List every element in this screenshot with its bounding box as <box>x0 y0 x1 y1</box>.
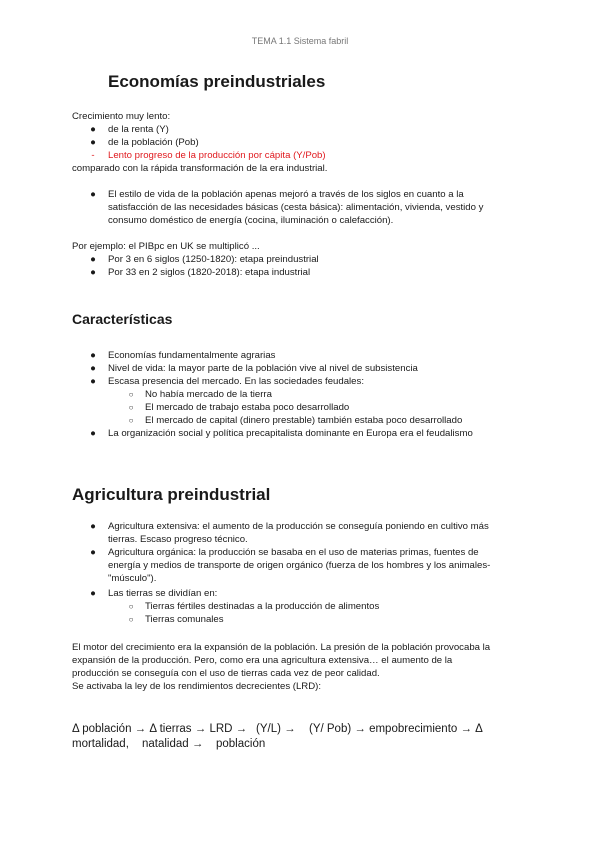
paragraph-line: El motor del crecimiento era la expansión de la población. La presión de la población provocaba la <box>72 642 491 653</box>
circle-bullet-icon: ○ <box>128 602 134 611</box>
intro-after: comparado con la rápida transformación de la era industrial. <box>72 163 328 174</box>
list-item: Por 33 en 2 siglos (1820-2018): etapa industrial <box>108 267 311 278</box>
bullet-icon: ● <box>90 350 96 361</box>
sub-list-item: El mercado de trabajo estaba poco desarrollado <box>145 402 350 413</box>
sub-list-item: Tierras fértiles destinadas a la producción de alimentos <box>145 601 380 612</box>
bullet-icon: ● <box>90 189 96 200</box>
section-heading-characteristics: Características <box>72 311 173 327</box>
equation-part: (Y/L) → <box>256 723 296 735</box>
page-header: TEMA 1.1 Sistema fabril <box>251 36 349 46</box>
list-item: Nivel de vida: la mayor parte de la población vive al nivel de subsistencia <box>108 363 418 374</box>
sub-list-item: Tierras comunales <box>145 614 224 625</box>
section-heading-agriculture: Agricultura preindustrial <box>72 485 271 504</box>
paragraph-line: Se activaba la ley de los rendimientos decrecientes (LRD): <box>72 681 322 692</box>
dash-icon: - <box>91 150 95 161</box>
list-item: de la renta (Y) <box>108 124 169 135</box>
paragraph-line: producción se conseguía con el uso de tierras cada vez de peor calidad. <box>72 668 380 679</box>
list-item-continuation: energía y medios de transporte de origen orgánico (fuerza de los hombres y los animales- <box>108 560 491 571</box>
lifestyle-line: satisfacción de las necesidades básicas (cesta básica): alimentación, vivienda, vestido y <box>108 202 484 213</box>
bullet-icon: ● <box>90 521 96 532</box>
bullet-icon: ● <box>90 428 96 439</box>
list-item: de la población (Pob) <box>108 137 199 148</box>
sub-list-item: El mercado de capital (dinero prestable) también estaba poco desarrollado <box>145 415 463 426</box>
example-label: Por ejemplo: el PIBpc en UK se multiplicó ... <box>72 241 260 252</box>
paragraph-line: expansión de la producción. Pero, como era una agricultura extensiva… el aumento de la <box>72 655 453 666</box>
list-item: Agricultura orgánica: la producción se basaba en el uso de materias primas, fuentes de <box>108 547 479 558</box>
bullet-icon: ● <box>90 254 96 265</box>
list-item-continuation: tierras. Escaso progreso técnico. <box>108 534 248 545</box>
list-item: Agricultura extensiva: el aumento de la producción se conseguía poniendo en cultivo más <box>108 521 489 532</box>
circle-bullet-icon: ○ <box>128 416 134 425</box>
list-item: La organización social y política precapitalista dominante en Europa era el feudalismo <box>108 428 473 439</box>
circle-bullet-icon: ○ <box>128 403 134 412</box>
list-item: Las tierras se dividían en: <box>108 588 218 599</box>
sub-list-item: No había mercado de la tierra <box>145 389 272 400</box>
equation-part: (Y/ Pob) → empobrecimiento → Δ <box>309 723 483 735</box>
lifestyle-line: consumo doméstico de energía (cocina, iluminación o calefacción). <box>108 215 394 226</box>
page-title: Economías preindustriales <box>108 72 326 91</box>
equation-part: mortalidad, <box>72 738 129 750</box>
equation-part: población <box>216 738 266 750</box>
equation-part: natalidad → <box>142 738 204 750</box>
list-item: Por 3 en 6 siglos (1250-1820): etapa preindustrial <box>108 254 319 265</box>
list-item: Economías fundamentalmente agrarias <box>108 350 276 361</box>
equation-part: Δ población → Δ tierras → LRD → <box>72 723 248 735</box>
bullet-icon: ● <box>90 588 96 599</box>
list-item: Escasa presencia del mercado. En las sociedades feudales: <box>108 376 364 387</box>
highlighted-item: Lento progreso de la producción por cápita (Y/Pob) <box>108 150 326 161</box>
bullet-icon: ● <box>90 363 96 374</box>
intro-label: Crecimiento muy lento: <box>72 111 171 122</box>
bullet-icon: ● <box>90 547 96 558</box>
list-item-continuation: "músculo"). <box>108 573 157 584</box>
circle-bullet-icon: ○ <box>128 390 134 399</box>
bullet-icon: ● <box>90 267 96 278</box>
circle-bullet-icon: ○ <box>128 615 134 624</box>
bullet-icon: ● <box>90 137 96 148</box>
bullet-icon: ● <box>90 376 96 387</box>
bullet-icon: ● <box>90 124 96 135</box>
lifestyle-line: El estilo de vida de la población apenas mejoró a través de los siglos en cuanto a la <box>108 189 464 200</box>
